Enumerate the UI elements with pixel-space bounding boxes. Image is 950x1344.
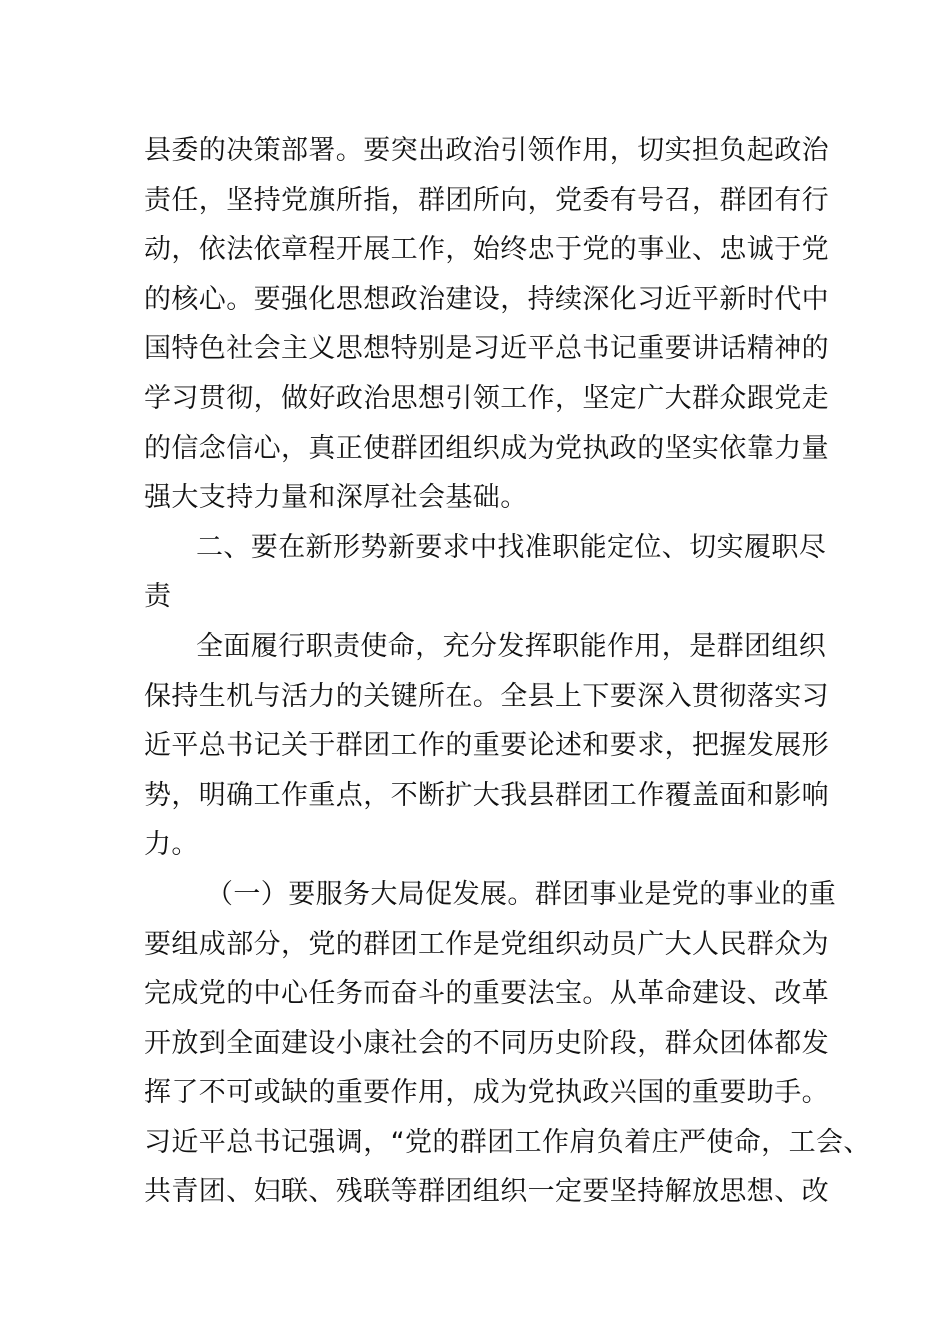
text-line: 的核心。要强化思想政治建设，持续深化习近平新时代中 [144, 283, 829, 315]
body-text [144, 126, 871, 1217]
subsection-heading: （一）要服务大局促发展。群团事业是党的事业的重 [206, 878, 837, 910]
text-line: 强大支持力量和深厚社会基础。 [144, 482, 528, 514]
text-line: 学习贯彻，做好政治思想引领工作，坚定广大群众跟党走 [144, 382, 829, 414]
text-line: 要组成部分，党的群团工作是党组织动员广大人民群众为 [144, 928, 829, 960]
text-line: 近平总书记关于群团工作的重要论述和要求，把握发展形 [144, 730, 829, 762]
text-line: 势，明确工作重点，不断扩大我县群团工作覆盖面和影响 [144, 779, 829, 811]
text-line: 保持生机与活力的关键所在。全县上下要深入贯彻落实习 [144, 680, 829, 712]
section-heading: 二、要在新形势新要求中找准职能定位、切实履职尽 [196, 531, 827, 563]
text-line: 责任，坚持党旗所指，群团所向，党委有号召，群团有行 [144, 184, 829, 216]
text-line: 共青团、妇联、残联等群团组织一定要坚持解放思想、改 [144, 1176, 829, 1208]
section-heading-continued: 责 [144, 581, 172, 613]
text-line: 全面履行职责使命，充分发挥职能作用，是群团组织 [196, 630, 827, 662]
text-line: 完成党的中心任务而奋斗的重要法宝。从革命建设、改革 [144, 978, 829, 1010]
text-line: 国特色社会主义思想特别是习近平总书记重要讲话精神的 [144, 333, 829, 365]
text-line: 动，依法依章程开展工作，始终忠于党的事业、忠诚于党 [144, 234, 829, 266]
text-line: 开放到全面建设小康社会的不同历史阶段，群众团体都发 [144, 1027, 829, 1059]
text-line: 习近平总书记强调，“党的群团工作肩负着庄严使命，工会、 [144, 1126, 871, 1158]
text-line: 的信念信心，真正使群团组织成为党执政的坚实依靠力量 [144, 432, 829, 464]
text-line: 挥了不可或缺的重要作用，成为党执政兴国的重要助手。 [144, 1077, 829, 1109]
text-line: 县委的决策部署。要突出政治引领作用，切实担负起政治 [144, 135, 829, 166]
text-line: 力。 [144, 829, 199, 861]
